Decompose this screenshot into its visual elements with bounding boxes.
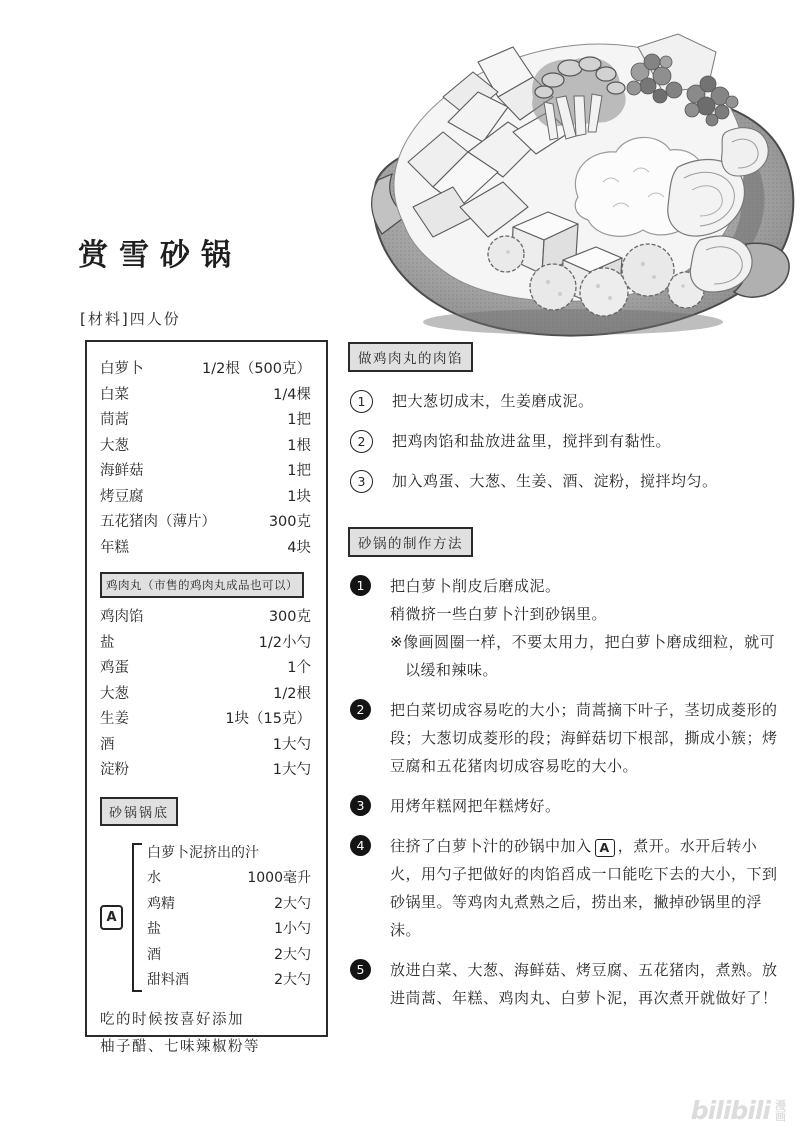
step-text-pre: 往挤了白萝卜汁的砂锅中加入 bbox=[390, 837, 592, 855]
ingredient-amount: 1大勺 bbox=[272, 762, 311, 778]
ingredient-amount: 1块 bbox=[287, 488, 311, 505]
manhua-char: 漫 bbox=[775, 1098, 786, 1112]
ingredient-name: 五花猪肉（薄片） bbox=[100, 514, 216, 530]
ingredient-row bbox=[147, 841, 311, 867]
ingredient-row bbox=[100, 485, 311, 511]
ingredient-name: 年糕 bbox=[100, 539, 129, 556]
meatball-method-steps bbox=[348, 387, 784, 495]
ingredient-name: 茼蒿 bbox=[100, 412, 129, 428]
step-text: 把大葱切成末，生姜磨成泥。 bbox=[392, 392, 594, 410]
ingredient-name: 白萝卜 bbox=[100, 361, 144, 377]
ingredient-row bbox=[100, 536, 311, 562]
method-step bbox=[348, 387, 784, 415]
step-text: 把白菜切成容易吃的大小；茼蒿摘下叶子，茎切成菱形的段；大葱切成菱形的段；海鲜菇切下根部，撕成小簇；烤豆腐和五花猪肉切成容易吃的大小。 bbox=[390, 701, 778, 775]
ingredient-row bbox=[100, 357, 311, 383]
hotpot-illustration bbox=[348, 2, 798, 342]
ingredient-amount: 300克 bbox=[268, 514, 311, 530]
ingredient-amount: 2大勺 bbox=[274, 895, 311, 912]
step-number-circle: 3 bbox=[350, 470, 373, 493]
group-a-badge: A bbox=[100, 905, 123, 930]
ingredient-name: 大葱 bbox=[100, 685, 129, 702]
ingredient-row bbox=[100, 434, 311, 460]
servings-label: [材料]四人份 bbox=[80, 310, 181, 328]
ingredient-row bbox=[100, 510, 311, 536]
ingredient-amount: 1块（15克） bbox=[225, 711, 311, 727]
ingredient-name: 酒 bbox=[147, 946, 161, 963]
step-text-post: ，煮开。水开后转小火，用勺子把做好的肉馅舀成一口能吃下去的大小，下到砂锅里。等鸡肉丸煮熟之后，捞出来，撇掉砂锅里的浮沫。 bbox=[390, 837, 778, 939]
ingredient-row bbox=[100, 605, 311, 631]
ingredient-name: 鸡肉馅 bbox=[100, 609, 144, 625]
step-line: 稍微挤一些白萝卜汁到砂锅里。 bbox=[390, 605, 608, 623]
step-text bbox=[390, 832, 784, 944]
step-number-filled-circle: 2 bbox=[350, 699, 371, 720]
method-step bbox=[348, 572, 784, 684]
ingredient-amount: 2大勺 bbox=[274, 946, 311, 963]
serving-note bbox=[100, 1007, 311, 1061]
ingredient-name: 生姜 bbox=[100, 711, 129, 727]
ingredient-amount: 1把 bbox=[287, 412, 311, 428]
step-text: 放进白菜、大葱、海鲜菇、烤豆腐、五花猪肉，煮熟。放进茼蒿、年糕、鸡肉丸、白萝卜泥，再次煮开就做好了！ bbox=[390, 961, 778, 1007]
ingredient-row bbox=[147, 866, 311, 892]
ingredient-row bbox=[100, 733, 311, 759]
bilibili-logo-text: bilibili bbox=[690, 1096, 770, 1125]
ingredient-amount: 1个 bbox=[287, 660, 311, 676]
step-text bbox=[390, 572, 784, 684]
page-title: 赏雪砂锅 bbox=[78, 238, 242, 273]
ingredient-row bbox=[147, 968, 311, 994]
method-step bbox=[348, 956, 784, 1012]
ingredient-amount: 1000毫升 bbox=[247, 870, 311, 886]
ingredient-name: 鸡蛋 bbox=[100, 660, 129, 676]
step-note-line: ※像画圆圈一样，不要太用力，把白萝卜磨成细粒，就可以缓和辣味。 bbox=[390, 633, 776, 679]
ingredient-row bbox=[100, 682, 311, 708]
ingredient-row bbox=[147, 917, 311, 943]
pot-method-steps bbox=[348, 572, 784, 1012]
ingredient-amount: 1/4棵 bbox=[273, 386, 311, 403]
pot-method-header: 砂锅的制作方法 bbox=[348, 527, 473, 557]
method-step bbox=[348, 427, 784, 455]
ingredient-amount: 1大勺 bbox=[272, 736, 311, 753]
ingredient-amount: 2大勺 bbox=[274, 972, 311, 988]
ingredient-name: 盐 bbox=[100, 634, 115, 651]
ingredient-name: 白萝卜泥挤出的汁 bbox=[147, 844, 259, 861]
ingredient-name: 盐 bbox=[147, 921, 161, 937]
inline-a-box: A bbox=[595, 839, 615, 857]
ingredient-amount: 1/2根（500克） bbox=[201, 361, 311, 377]
step-text: 加入鸡蛋、大葱、生姜、酒、淀粉，搅拌均匀。 bbox=[392, 472, 718, 490]
soup-base-header: 砂锅锅底 bbox=[100, 797, 178, 826]
ingredient-name: 海鲜菇 bbox=[100, 463, 144, 479]
hotpot-drawing bbox=[348, 2, 798, 342]
step-text: 用烤年糕网把年糕烤好。 bbox=[390, 797, 561, 815]
ingredient-row bbox=[100, 459, 311, 485]
soup-rows bbox=[147, 841, 311, 994]
meatball-method-header: 做鸡肉丸的肉馅 bbox=[348, 342, 473, 372]
ingredient-row bbox=[100, 758, 311, 784]
meatball-ingredients-header: 鸡肉丸（市售的鸡肉丸成品也可以） bbox=[100, 572, 304, 598]
ingredient-name: 淀粉 bbox=[100, 762, 129, 778]
ingredient-amount: 300克 bbox=[268, 609, 311, 625]
ingredient-amount: 1/2根 bbox=[273, 685, 311, 702]
ingredient-row bbox=[100, 631, 311, 657]
manhua-char: 画 bbox=[775, 1109, 786, 1123]
ingredient-row bbox=[147, 943, 311, 969]
step-text: 把鸡肉馅和盐放进盆里，搅拌到有黏性。 bbox=[392, 432, 672, 450]
ingredient-name: 鸡精 bbox=[147, 895, 175, 912]
group-bracket bbox=[132, 843, 142, 992]
ingredient-row bbox=[100, 656, 311, 682]
method-step bbox=[348, 832, 784, 944]
ingredient-amount: 1/2小勺 bbox=[258, 634, 311, 651]
method-step bbox=[348, 792, 784, 820]
ingredient-amount: 4块 bbox=[287, 539, 311, 556]
manhua-label bbox=[775, 1100, 786, 1122]
step-number-circle: 2 bbox=[350, 430, 373, 453]
step-number-circle: 1 bbox=[350, 390, 373, 413]
ingredient-name: 甜料酒 bbox=[147, 972, 189, 988]
step-number-filled-circle: 1 bbox=[350, 575, 371, 596]
ingredient-name: 白菜 bbox=[100, 386, 129, 403]
step-number-filled-circle: 4 bbox=[350, 835, 371, 856]
ingredient-name: 酒 bbox=[100, 736, 115, 753]
method-step bbox=[348, 467, 784, 495]
ingredient-name: 大葱 bbox=[100, 437, 129, 454]
ingredient-row bbox=[100, 383, 311, 409]
method-column bbox=[348, 342, 784, 1024]
ingredient-amount: 1根 bbox=[287, 437, 311, 454]
ingredient-row bbox=[147, 892, 311, 918]
step-number-filled-circle: 5 bbox=[350, 959, 371, 980]
ingredient-amount: 1小勺 bbox=[274, 921, 311, 937]
ingredient-amount: 1把 bbox=[287, 463, 311, 479]
method-step bbox=[348, 696, 784, 780]
ingredients-box bbox=[85, 340, 328, 1055]
serving-note-line: 柚子醋、七味辣椒粉等 bbox=[100, 1038, 260, 1055]
bilibili-watermark bbox=[691, 1096, 786, 1125]
step-line: 把白萝卜削皮后磨成泥。 bbox=[390, 577, 561, 595]
soup-base-group bbox=[100, 841, 311, 994]
ingredient-row bbox=[100, 707, 311, 733]
serving-note-line: 吃的时候按喜好添加 bbox=[100, 1011, 244, 1028]
step-number-filled-circle: 3 bbox=[350, 795, 371, 816]
ingredient-name: 水 bbox=[147, 870, 161, 886]
ingredient-name: 烤豆腐 bbox=[100, 488, 144, 505]
ingredient-row bbox=[100, 408, 311, 434]
